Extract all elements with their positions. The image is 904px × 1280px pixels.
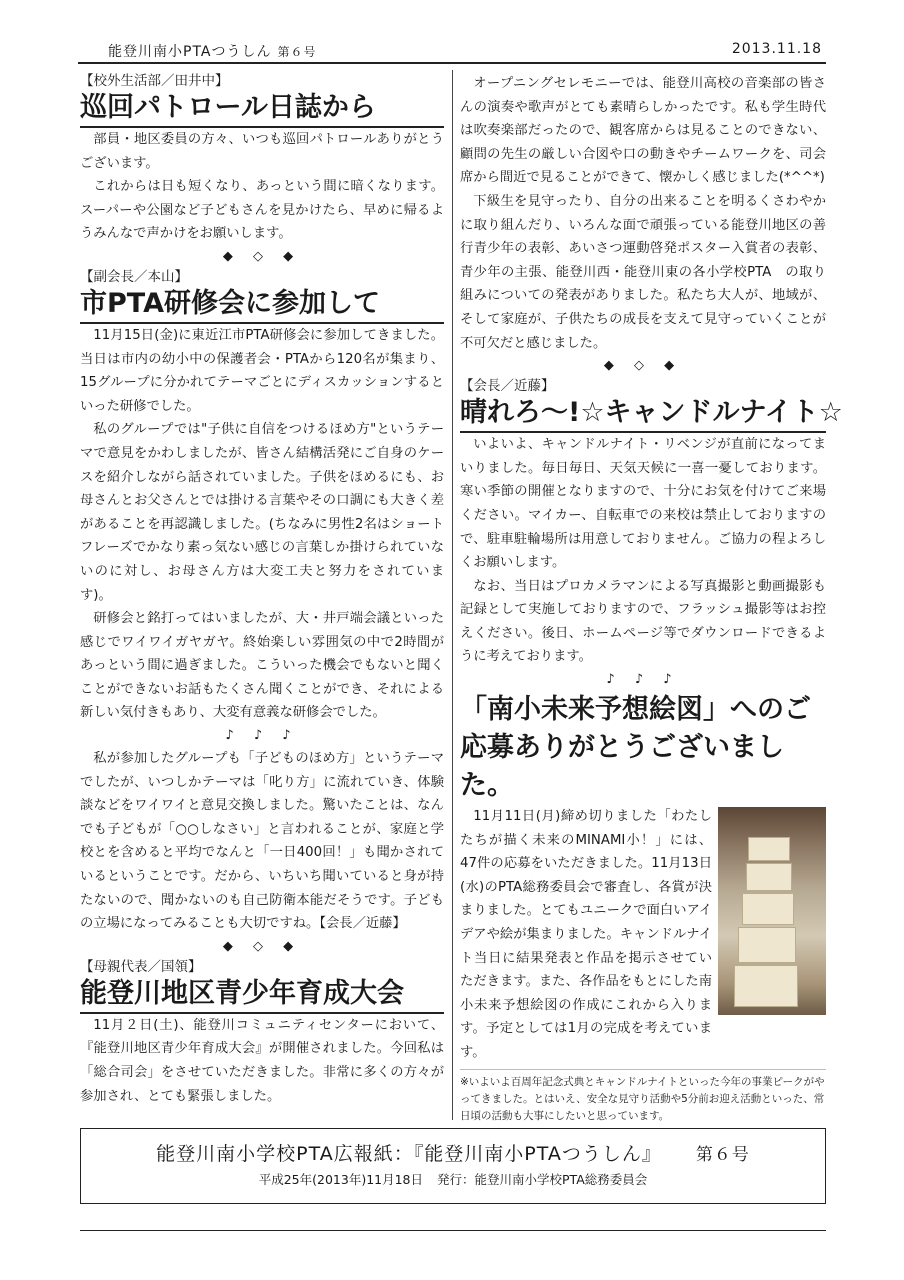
header-title: 能登川南小PTAつうしん 第６号 — [108, 44, 317, 60]
future-article — [460, 691, 826, 1125]
patrol-paragraph: これからは日も短くなり、あっという間に暗くなります。スーパーや公園など子どもさんを見かけたら、早めに帰るようみんなで声かけをお願いします。 — [80, 179, 444, 242]
candle-paragraph: いよいよ、キャンドルナイト・リベンジが直前になってまいりました。毎日毎日、天気天候に一喜一憂しております。寒い季節の開催となりますので、十分にお気を付けてご来場ください。マイカー、自転車での来校は禁止しておりますので、駐車駐輪場所は用意しておりません。ご協力の程よろしくお願いします。 — [460, 437, 826, 571]
training-paragraph: 研修会と銘打ってはいましたが、大・井戸端会議といった感じでワイワイガヤガヤ。終始楽しい雰囲気の中で2時間があっという間に過ぎました。こういった機会でもないと聞くことができないお話もたくさん聞くことができ、それによる新しい気付きもあり、大変有意義な研修会でした。 — [80, 611, 444, 721]
candle-tag: 【会長／近藤】 — [460, 378, 555, 395]
notes-mark: ♪ ♪ ♪ — [606, 672, 680, 688]
footer-publisher: 発行：能登川南小学校PTA総務委員会 — [437, 1172, 648, 1187]
separator: ◆ ◇ ◆ — [603, 358, 683, 374]
left-column — [80, 72, 444, 1108]
future-title: 「南小未来予想絵図」へのご応募ありがとうございました。 — [460, 694, 811, 802]
footer-issue: 第６号 — [695, 1145, 750, 1165]
patrol-title: 巡回パトロール日誌から — [80, 90, 444, 128]
patrol-paragraph: 部員・地区委員の方々、いつも巡回パトロールありがとうございます。 — [80, 132, 444, 171]
column-divider — [452, 70, 453, 1120]
header-issue: 第６号 — [277, 45, 317, 59]
patrol-article — [80, 72, 444, 268]
youth-paragraph: オープニングセレモニーでは、能登川高校の音楽部の皆さんの演奏や歌声がとても素晴らしかったです。私も学生時代は吹奏楽部だったので、観客席からは見ることのできない、顧問の先生の厳しい合図や口の動きやチームワークを、司会席から間近で見ることができて、懐かしく感じました(*^^*) — [460, 76, 826, 186]
youth-title: 能登川地区青少年育成大会 — [80, 976, 444, 1014]
artwork-photo — [718, 807, 826, 1015]
training-paragraph: 私が参加したグループも「子どものほめ方」というテーマでしたが、いつしかテーマは「叱り方」に流れていき、体験談などをワイワイと意見交換しました。驚いたことは、なんでも子どもが「○○しなさい」と言われることが、家庭と学校とを含めると平均でなんと「一日400回！」も聞かされているということです。だから、いちいち聞いていると身が持たないので、聞かないのも自己防衛本能だそうです。子どもの立場になってみることも大切ですね。【会長／近藤】 — [80, 751, 444, 932]
patrol-tag: 【校外生活部／田井中】 — [80, 73, 229, 89]
separator: ◆ ◇ ◆ — [222, 938, 302, 954]
footer-box — [80, 1128, 826, 1204]
youth-tag: 【母親代表／国領】 — [80, 958, 202, 975]
training-title: 市PTA研修会に参加して — [80, 286, 444, 324]
footer-date: 平成25年(2013年)11月18日 — [258, 1172, 424, 1187]
future-paragraph: 11月11日(月)締め切りました「わたしたちが描く未来のMINAMI小！」には、47件の応募をいただきました。11月13日(水)のPTA総務委員会で審査し、各賞が決まりました。とてもユニークで面白いアイデアや絵が集まりました。キャンドルナイト当日に結果発表と作品を掲示させていただきます。また、各作品をもとにした南小未来予想絵図の作成にこれから入ります。予定としては1月の完成を考えています。 — [460, 809, 712, 1060]
training-article — [80, 268, 444, 958]
right-column — [460, 72, 843, 1125]
page-header — [78, 40, 826, 64]
youth-article — [80, 958, 444, 1108]
candle-article — [460, 377, 843, 691]
separator: ◆ ◇ ◆ — [222, 248, 302, 264]
closing-note: ※いよいよ百周年記念式典とキャンドルナイトといった今年の事業ピークがやってきました。とはいえ、安全な見守り活動や5分前お迎え活動といった、常日頃の活動も大事にしたいと思っています。 — [460, 1069, 826, 1125]
footer-subline — [81, 1170, 825, 1190]
candle-paragraph: なお、当日はプロカメラマンによる写真撮影と動画撮影も記録として実施しておりますので、フラッシュ撮影等はお控えください。後日、ホームページ等でダウンロードできるように考えております。 — [460, 578, 826, 665]
bottom-rule — [80, 1230, 826, 1231]
header-date: 2013.11.18 — [731, 41, 822, 57]
training-paragraph: 私のグループでは"子供に自信をつけるほめ方"というテーマで意見をかわしましたが、皆さん結構活発にご自身のケースを紹介しながら話されていました。子供をほめるにも、お母さんとお父さんとでは掛ける言葉やその口調にも大きく差があることを再認識しました。(ちなみに男性2名はショートフレーズでかなり素っ気ない感じの言葉しか掛けられていないのに対し、お母さん方は大変工夫と努力をされています)。 — [80, 422, 444, 603]
footer-title: 能登川南小学校PTA広報紙：『能登川南小PTAつうしん』 第６号 — [156, 1143, 750, 1165]
candle-title: 晴れろ〜!☆キャンドルナイト☆ — [460, 395, 826, 433]
youth-paragraph: 11月２日(土)、能登川コミュニティセンターにおいて、『能登川地区青少年育成大会』が開催されました。今回私は「総合司会」をさせていただきました。非常に多くの方々が参加され、とても緊張しました。 — [80, 1017, 444, 1104]
youth-paragraph: 下級生を見守ったり、自分の出来ることを明るくさわやかに取り組んだり、いろんな面で頑張っている能登川地区の善行青少年の表彰、あいさつ運動啓発ポスター入賞者の表彰、青少年の主張、能登川西・能登川東の各小学校PTA の取り組みについての発表がありました。私たち大人が、地域が、そして家庭が、子供たちの成長を支えて見守っていくことが不可欠だと感じました。 — [460, 193, 826, 351]
notes-mark: ♪ ♪ ♪ — [225, 728, 299, 744]
training-tag: 【副会長／本山】 — [80, 268, 188, 285]
training-paragraph: 11月15日(金)に東近江市PTA研修会に参加してきました。当日は市内の幼小中の保護者会・PTAから120名が集まり、15グループに分かれてテーマごとにディスカッションするといった研修でした。 — [80, 327, 444, 414]
